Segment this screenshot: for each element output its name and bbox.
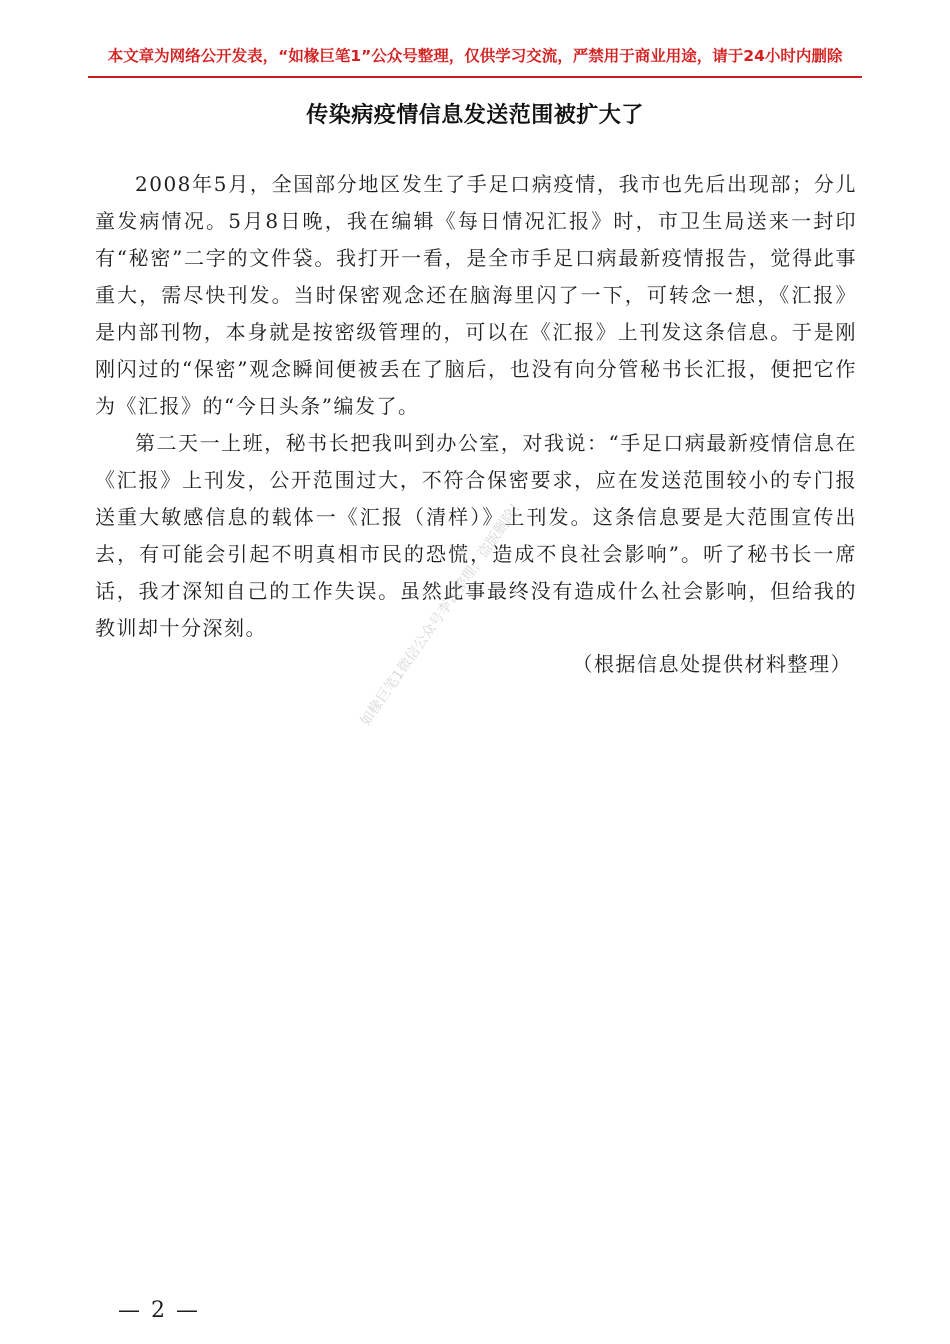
article-paragraph-1: 2008年5月，全国部分地区发生了手足口病疫情，我市也先后出现部；分儿童发病情况。5月8日晚，我在编辑《每日情况汇报》时，市卫生局送来一封印有“秘密”二字的文件袋。我打开一看，是全市手足口病最新疫情报告，觉得此事重大，需尽快刊发。当时保密观念还在脑海里闪了一下，可转念一想，《汇报》是内部刊物，本身就是按密级管理的，可以在《汇报》上刊发这条信息。于是刚刚闪过的“保密”观念瞬间便被丢在了脑后，也没有向分管秘书长汇报，便把它作为《汇报》的“今日头条”编发了。 [95,172,857,418]
banner-divider [88,76,862,78]
copyright-banner: 本文章为网络公开发表，“如椽巨笔1”公众号整理，仅供学习交流，严禁用于商业用途，请于24小时内删除 [107,47,843,65]
page-number: — 2 — [118,1298,200,1323]
article-body [95,166,857,647]
article-paragraph-2: 第二天一上班，秘书长把我叫到办公室，对我说：“手足口病最新疫情信息在《汇报》上刊发，公开范围过大，不符合保密要求，应在发送范围较小的专门报送重大敏感信息的载体一《汇报（清样）》上刊发。这条信息要是大范围宣传出去，有可能会引起不明真相市民的恐慌，造成不良社会影响”。听了秘书长一席话，我才深知自己的工作失误。虽然此事最终没有造成什么社会影响，但给我的教训却十分深刻。 [95,431,857,640]
source-note: （根据信息处提供材料整理） [572,652,852,676]
article-title: 传染病疫情信息发送范围被扩大了 [306,102,644,128]
watermark: 如椽巨笔1微信公众号李吉整理，盗版删除！ [357,494,529,729]
